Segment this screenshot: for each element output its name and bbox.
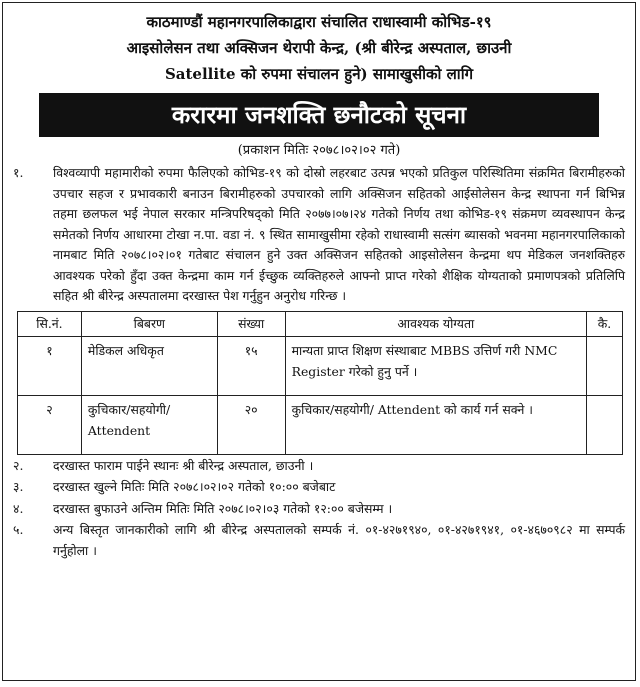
positions-table (17, 311, 623, 455)
item-text: दरखास्त बुफाउने अन्तिम मितिः मिति २०७८।०२।०३ गतेको १२:०० बजेसम्म । (53, 500, 393, 516)
cell-qty: २० (217, 395, 285, 454)
notice-banner-title: करारमा जनशक्ति छनौटको सूचना (39, 93, 599, 137)
cell-sn: १ (18, 336, 82, 395)
cell-desc: कुचिकार/सहयोगी/ Attendent (81, 395, 217, 454)
header-sn: सि.नं. (18, 311, 82, 336)
header-qual: आवश्यक योग्यता (285, 311, 586, 336)
item-text: दरखास्त फाराम पाईने स्थानः श्री बीरेन्द्र अस्पताल, छाउनी । (53, 457, 314, 473)
notice-document (2, 2, 636, 681)
intro-text: विश्वव्यापी महामारीको रुपमा फैलिएको कोभिड-१९ को दोस्रो लहरबाट उत्पन्न भएको प्रतिकुल परिस्थितिमा संक्रमित बिरामीहरुको उपचार सहज र प्रभावकारी बनाउन बिरामीहरुको उपचारको लागि अक्सिजन सहितको आईसोलेसन केन्द्र स्थापना गर्न बिभिन्न तहमा छलफल भई नेपाल सरकार मन्त्रिपरिषद्को मिति २०७७।०७।२४ गतेको निर्णय तथा कोभिड-१९ संक्रमण व्यवस्थापन केन्द्र समेतको निर्णय आधारमा टोखा न.पा. वडा नं. ९ स्थित सामाखुसीमा रहेको राधास्वामी सत्संग ब्यासको भवनमा महानगरपालिकाको नामबाट मिति २०७८।०२।०१ गतेबाट संचालन हुने उक्त अक्सिजन सहितको आइसोलेसन केन्द्रमा थप मेडिकल जनशक्तिहरु आवश्यक परेको हुँदा उक्त केन्द्रमा काम गर्न ईच्छुक व्यक्तिहरुले आफ्नो प्राप्त गरेको शैक्षिक योग्यताको प्रमाणपत्रको प्रतिलिपि सहित श्री बीरेन्द्र अस्पतालमा दरखास्त पेश गर्नुहुन अनुरोध गरिन्छ । (53, 165, 625, 303)
header-line-3: Satellite को रुपमा संचालन हुने) सामाखुसीको लागि (164, 65, 474, 83)
table-header-row (18, 311, 623, 336)
table-row (18, 395, 623, 454)
cell-remarks (587, 395, 623, 454)
intro-paragraph (13, 163, 625, 307)
item-text: अन्य बिस्तृत जानकारीको लागि श्री बीरेन्द्र अस्पतालको सम्पर्क नं. ०१-४२७१९४०, ०१-४२७१९४१, ०१-४६७०९८२ मा सम्पर्क गर्नुहोला । (53, 522, 625, 558)
item-number: ४. (13, 500, 24, 516)
cell-qual: कुचिकार/सहयोगी/ Attendent को कार्य गर्न सक्ने । (285, 395, 586, 454)
list-item (13, 456, 625, 477)
list-item (13, 477, 625, 498)
header-line-1: काठमाण्डौं महानगरपालिकाद्वारा संचालित राधास्वामी कोभिड-१९ (146, 13, 492, 31)
cell-desc: मेडिकल अधिकृत (81, 336, 217, 395)
list-item (13, 520, 625, 561)
header-qty: संख्या (217, 311, 285, 336)
table-row (18, 336, 623, 395)
publication-date: (प्रकाशन मितिः २०७८।०२।०२ गते) (237, 143, 401, 158)
cell-qual: मान्यता प्राप्त शिक्षण संस्थाबाट MBBS उत्तिर्ण गरी NMC Register गरेको हुनु पर्ने । (285, 336, 586, 395)
intro-number: १. (13, 165, 24, 180)
header-desc: बिबरण (81, 311, 217, 336)
item-number: ५. (13, 522, 24, 537)
cell-remarks (587, 336, 623, 395)
header-remarks: कै. (587, 311, 623, 336)
item-number: ३. (13, 479, 24, 494)
item-text: दरखास्त खुल्ने मितिः मिति २०७८।०२।०२ गतेको १०:०० बजेबाट (53, 479, 336, 494)
header-line-2: आइसोलेसन तथा अक्सिजन थेरापी केन्द्र, (श्री बीरेन्द्र अस्पताल, छाउनी (126, 39, 512, 57)
cell-sn: २ (18, 395, 82, 454)
item-number: २. (13, 457, 24, 473)
list-item (13, 499, 625, 520)
cell-qty: १५ (217, 336, 285, 395)
